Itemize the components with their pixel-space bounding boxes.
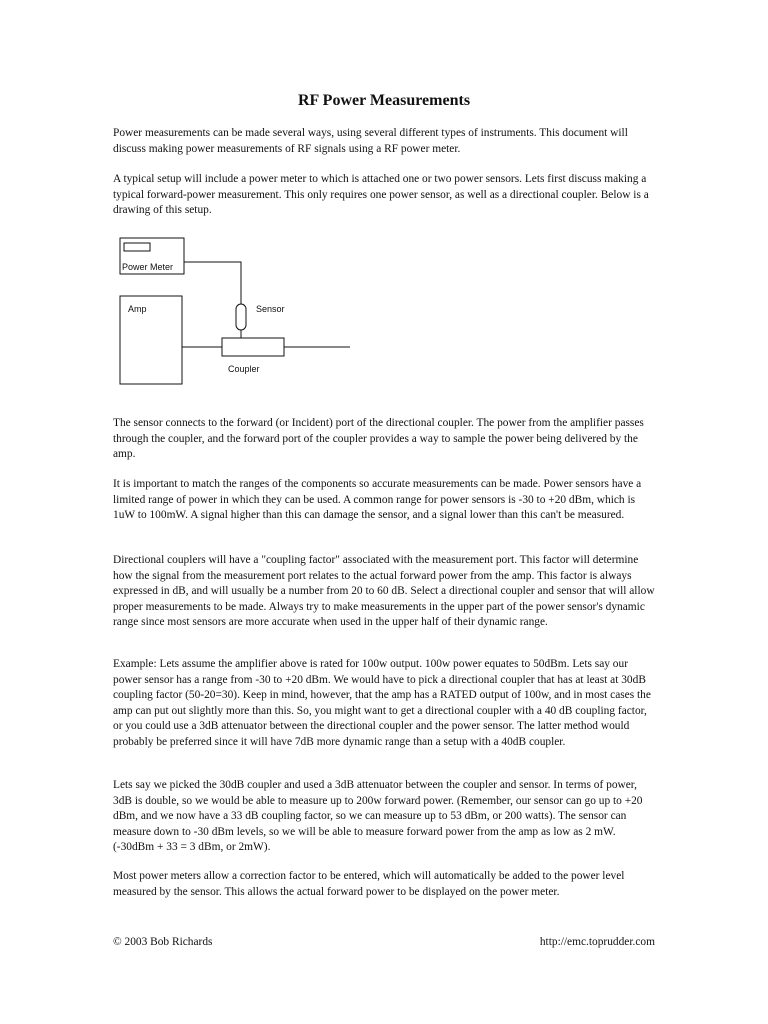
paragraph-correction: Most power meters allow a correction factor to be entered, which will automatically be added to the power level measured by the sensor. This allows the actual forward power to be displayed on the power meter. xyxy=(113,870,625,898)
coupler-label: Coupler xyxy=(228,364,260,374)
paragraph-coupling: Directional couplers will have a "coupling factor" associated with the measurement port. This factor will determine how the signal from the measurement port relates to the actual forward power from the amp. This factor is always expressed in dB, and will usually be a number from 20 to 60 dB. Select a directional coupler and sensor that will allow proper measurements to be made. Always try to make measurements in the upper part of the power sensor's dynamic range since most sensors are more accurate when used in the upper half of their dynamic range. xyxy=(113,554,655,629)
paragraph-example: Example: Lets assume the amplifier above is rated for 100w output. 100w power equates to 50dBm. Lets say our power sensor has a range from -30 to +20 dBm. We would have to pick a directional coupler that has at least at 30dB coupling factor (50-20=30). Keep in mind, however, that the amp has a RATED output of 100w, and in most cases the amp can put out slightly more than this. So, you might want to get a directional coupler with a 40 dB coupling factor, or you could use a 3dB attenuator between the directional coupler and the power sensor. The latter method would probably be preferred since it will have 7dB more dynamic range than a setup with a 40dB coupler. xyxy=(113,658,651,748)
setup-diagram xyxy=(110,230,370,390)
document-title: RF Power Measurements xyxy=(297,92,471,109)
sensor-shape xyxy=(236,304,246,330)
paragraph-intro: Power measurements can be made several ways, using several different types of instruments. This document will discuss making power measurements of RF signals using a RF power meter. xyxy=(113,127,628,155)
power-meter-display xyxy=(124,243,150,251)
paragraph-sensor: The sensor connects to the forward (or Incident) port of the directional coupler. The power from the amplifier passes through the coupler, and the forward port of the coupler provides a way to sample the power being delivered by the amp. xyxy=(113,417,644,461)
paragraph-setup: A typical setup will include a power meter to which is attached one or two power sensors. Lets first discuss making a typical forward-power measurement. This only requires one power sensor, as well as a directional coupler. Below is a drawing of this setup. xyxy=(113,173,649,217)
power-meter-label: Power Meter xyxy=(122,262,174,272)
footer-copyright: © 2003 Bob Richards xyxy=(113,936,213,948)
paragraph-ranges: It is important to match the ranges of the components so accurate measurements can be made. Power sensors have a limited range of power in which they can be used. A common range for power sensors is -30 to +20 dBm, which is 1uW to 100mW. A signal higher than this can damage the sensor, and a signal lower than this can't be measured. xyxy=(113,478,642,522)
amp-label: Amp xyxy=(128,304,147,314)
sensor-label: Sensor xyxy=(256,304,285,314)
meter-cable xyxy=(184,262,241,304)
footer-url[interactable]: http://emc.toprudder.com xyxy=(539,936,655,948)
coupler-box xyxy=(222,338,284,356)
paragraph-calculation: Lets say we picked the 30dB coupler and used a 3dB attenuator between the coupler and sensor. In terms of power, 3dB is double, so we would be able to measure up to 200w forward power. (Remember, our sensor can go up to +20 dBm, and we now have a 33 dB coupling factor, so we can measure up to 53 dBm, or 200 watts). The sensor can measure down to -30 dBm levels, so we will be able to measure forward power from the amp as low as 2 mW. (-30dBm + 33 = 3 dBm, or 2mW). xyxy=(113,779,643,854)
